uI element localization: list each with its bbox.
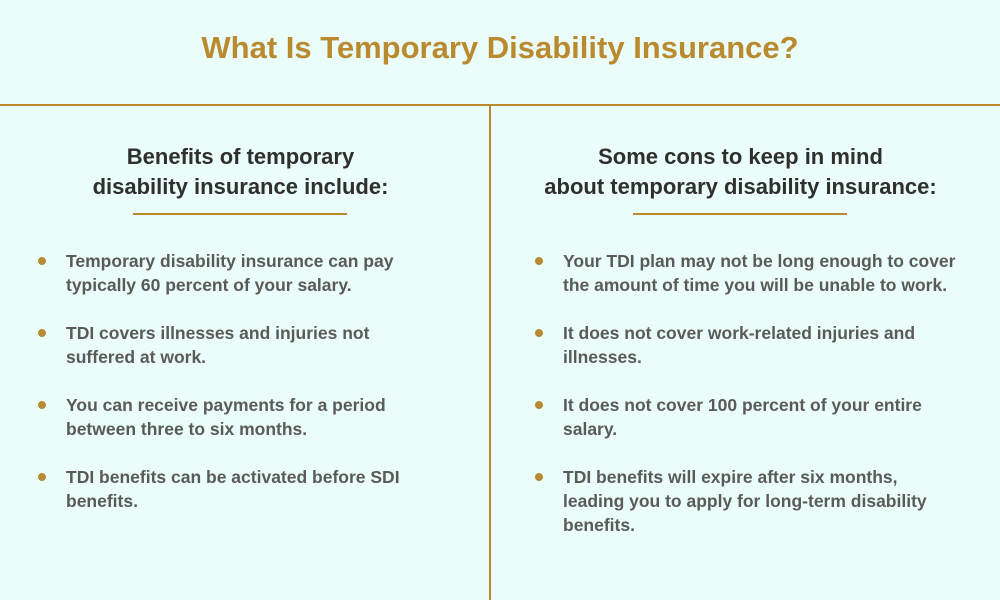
benefits-list <box>36 249 476 537</box>
bullet-dot-icon <box>535 257 543 265</box>
benefit-item <box>36 249 456 297</box>
benefits-heading-underline <box>133 213 347 215</box>
benefit-item-text: TDI benefits can be activated before SDI benefits. <box>66 467 400 511</box>
con-item-text: TDI benefits will expire after six months, leading you to apply for long-term disability benefits. <box>563 467 927 535</box>
con-item-text: It does not cover 100 percent of your entire salary. <box>563 395 922 439</box>
bullet-dot-icon <box>535 329 543 337</box>
bullet-dot-icon <box>38 257 46 265</box>
title-divider <box>0 104 1000 106</box>
con-item <box>533 249 963 297</box>
benefits-heading-line1: Benefits of temporary <box>126 144 355 169</box>
bullet-dot-icon <box>535 473 543 481</box>
benefit-item <box>36 321 436 369</box>
bullet-dot-icon <box>38 473 46 481</box>
con-item <box>533 393 933 441</box>
benefit-item <box>36 465 466 513</box>
cons-heading <box>486 142 995 202</box>
con-item-text: It does not cover work-related injuries and illnesses. <box>563 323 916 367</box>
cons-heading-line2: about temporary disability insurance: <box>544 174 937 199</box>
page-title: What Is Temporary Disability Insurance? <box>201 30 799 65</box>
cons-heading-underline <box>633 213 847 215</box>
cons-list <box>533 249 993 561</box>
con-item-text: Your TDI plan may not be long enough to cover the amount of time you will be unable to work. <box>563 251 956 295</box>
benefit-item <box>36 393 436 441</box>
bullet-dot-icon <box>38 401 46 409</box>
cons-heading-line1: Some cons to keep in mind <box>598 144 883 169</box>
benefit-item-text: TDI covers illnesses and injuries not suffered at work. <box>66 323 370 367</box>
benefits-heading-line2: disability insurance include: <box>92 174 389 199</box>
benefit-item-text: Temporary disability insurance can pay typically 60 percent of your salary. <box>66 251 394 295</box>
benefit-item-text: You can receive payments for a period between three to six months. <box>66 395 386 439</box>
bullet-dot-icon <box>38 329 46 337</box>
con-item <box>533 465 963 537</box>
con-item <box>533 321 933 369</box>
bullet-dot-icon <box>535 401 543 409</box>
benefits-heading <box>0 142 485 202</box>
